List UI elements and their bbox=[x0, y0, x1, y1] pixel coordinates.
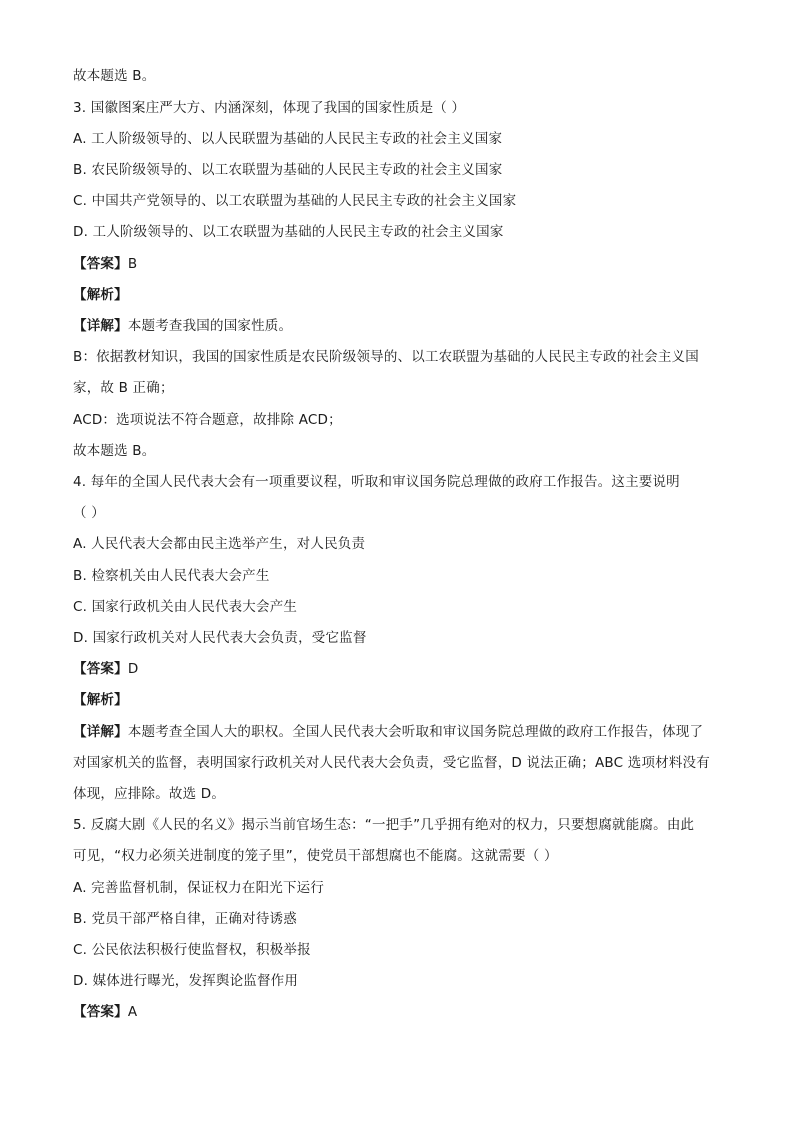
question-5-option-b: B. 党员干部严格自律，正确对待诱惑 bbox=[73, 911, 297, 927]
question-5-option-a: A. 完善监督机制，保证权力在阳光下运行 bbox=[73, 880, 325, 896]
detail-tag: 【详解】 bbox=[73, 724, 128, 740]
question-4-detail-line1 bbox=[73, 722, 703, 742]
question-5-answer bbox=[73, 1002, 137, 1022]
question-3-detail-b-line1: B：依据教材知识，我国的国家性质是农民阶级领导的、以工农联盟为基础的人民民主专政的社会主义国 bbox=[73, 349, 699, 365]
question-3-detail bbox=[73, 316, 292, 336]
question-4-analysis-tag bbox=[73, 690, 128, 710]
question-3-conclusion: 故本题选 B。 bbox=[73, 443, 156, 459]
question-3-detail-b-line2: 家，故 B 正确； bbox=[73, 380, 174, 396]
question-5-option-c: C. 公民依法积极行使监督权，积极举报 bbox=[73, 942, 311, 958]
question-5-option-d: D. 媒体进行曝光，发挥舆论监督作用 bbox=[73, 973, 299, 989]
question-4-answer bbox=[73, 659, 138, 679]
answer-value: B bbox=[127, 256, 138, 272]
question-3-option-a: A. 工人阶级领导的、以人民联盟为基础的人民民主专政的社会主义国家 bbox=[73, 131, 503, 147]
analysis-tag: 【解析】 bbox=[73, 692, 128, 708]
analysis-tag: 【解析】 bbox=[73, 287, 128, 303]
question-4-option-a: A. 人民代表大会都由民主选举产生，对人民负责 bbox=[73, 536, 366, 552]
question-3-option-c: C. 中国共产党领导的、以工农联盟为基础的人民民主专政的社会主义国家 bbox=[73, 193, 517, 209]
question-4-option-d: D. 国家行政机关对人民代表大会负责，受它监督 bbox=[73, 630, 367, 646]
question-3-option-b: B. 农民阶级领导的、以工农联盟为基础的人民民主专政的社会主义国家 bbox=[73, 162, 503, 178]
question-4-detail-line2: 对国家机关的监督，表明国家行政机关对人民代表大会负责，受它监督，D 说法正确；ABC 选项材料没有 bbox=[73, 755, 710, 771]
question-3-option-d: D. 工人阶级领导的、以工农联盟为基础的人民民主专政的社会主义国家 bbox=[73, 224, 504, 240]
detail-text: 本题考查全国人大的职权。全国人民代表大会听取和审议国务院总理做的政府工作报告，体现了 bbox=[127, 724, 704, 740]
detail-text: 本题考查我国的国家性质。 bbox=[127, 318, 293, 334]
answer-value: D bbox=[127, 661, 139, 677]
question-4-option-b: B. 检察机关由人民代表大会产生 bbox=[73, 568, 270, 584]
answer-tag: 【答案】 bbox=[73, 1004, 128, 1020]
answer-tag: 【答案】 bbox=[73, 661, 128, 677]
question-3-detail-acd: ACD：选项说法不符合题意，故排除 ACD； bbox=[73, 412, 342, 428]
question-3-answer bbox=[73, 254, 137, 274]
question-5-stem-line1: 5. 反腐大剧《人民的名义》揭示当前官场生态：“一把手”几乎拥有绝对的权力，只要想腐就能腐。由此 bbox=[73, 817, 695, 833]
question-3-analysis-tag bbox=[73, 285, 128, 305]
detail-tag: 【详解】 bbox=[73, 318, 128, 334]
question-3-stem: 3. 国徽图案庄严大方、内涵深刻，体现了我国的国家性质是（ ） bbox=[73, 100, 466, 116]
answer-value: A bbox=[127, 1004, 138, 1020]
question-4-stem-line2: （ ） bbox=[73, 505, 105, 521]
question-5-stem-line2: 可见，“权力必须关进制度的笼子里”，使党员干部想腐也不能腐。这就需要（ ） bbox=[73, 848, 558, 864]
conclusion-previous: 故本题选 B。 bbox=[73, 68, 156, 84]
question-4-option-c: C. 国家行政机关由人民代表大会产生 bbox=[73, 599, 298, 615]
question-4-stem-line1: 4. 每年的全国人民代表大会有一项重要议程，听取和审议国务院总理做的政府工作报告。这主要说明 bbox=[73, 474, 680, 490]
question-4-detail-line3: 体现，应排除。故选 D。 bbox=[73, 786, 226, 802]
answer-tag: 【答案】 bbox=[73, 256, 128, 272]
